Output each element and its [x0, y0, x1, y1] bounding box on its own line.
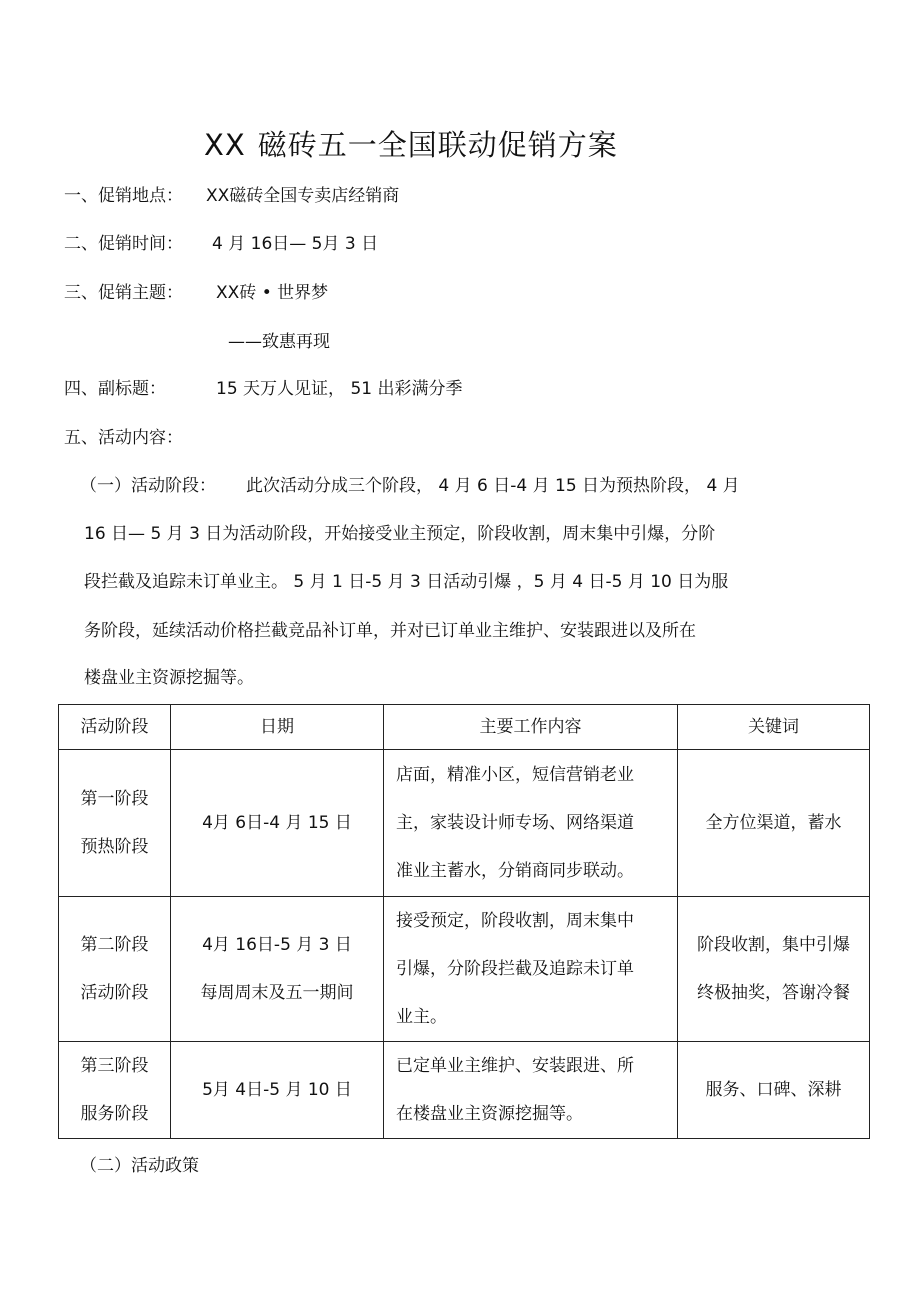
work-line: 店面，精准小区，短信营销老业	[396, 765, 634, 785]
table-row	[59, 750, 870, 897]
stage-type: 活动阶段	[80, 983, 149, 1003]
title-brand: XX	[204, 128, 246, 162]
date-text: 每周周末及五一期间	[200, 983, 354, 1003]
location-label: 一、促销地点：	[64, 186, 183, 206]
stage-table	[58, 704, 870, 1139]
date-cell	[171, 750, 384, 897]
subtitle-value: 15 天万人见证， 51 出彩满分季	[216, 379, 463, 399]
work-line: 已定单业主维护、安装跟进、所	[396, 1056, 634, 1076]
stage-type: 预热阶段	[80, 837, 149, 857]
stage-name: 第二阶段	[80, 935, 149, 955]
stage-paragraph-line: 务阶段，延续活动价格拦截竞品补订单，并对已订单业主维护、安装跟进以及所在	[84, 621, 696, 641]
work-line: 业主。	[396, 1007, 447, 1027]
table-row	[59, 1042, 870, 1139]
date-cell	[171, 1042, 384, 1139]
theme-label: 三、促销主题：	[64, 283, 183, 303]
stage-name: 第一阶段	[80, 789, 149, 809]
date-cell	[171, 897, 384, 1042]
stage-type: 服务阶段	[80, 1104, 149, 1124]
date-text: 4月 16日-5 月 3 日	[202, 935, 352, 955]
keyword-cell	[678, 750, 870, 897]
keyword-text: 全方位渠道，蓄水	[705, 813, 842, 833]
work-line: 主，家装设计师专场、网络渠道	[396, 813, 634, 833]
stage-heading: （一）活动阶段：	[80, 476, 216, 496]
work-line: 在楼盘业主资源挖掘等。	[396, 1104, 583, 1124]
keyword-text: 服务、口碑、深耕	[705, 1080, 842, 1100]
stage-paragraph-line: 段拦截及追踪未订单业主。 5 月 1 日-5 月 3 日活动引爆 ，5 月 4 日-5 月 10 日为服	[84, 572, 729, 592]
stage-paragraph-line: 16 日— 5 月 3 日为活动阶段，开始接受业主预定，阶段收割，周末集中引爆，分阶	[84, 524, 716, 544]
location-value: XX磁砖全国专卖店经销商	[206, 186, 400, 206]
stage-paragraph-line: 楼盘业主资源挖掘等。	[84, 668, 254, 688]
policy-heading: （二）活动政策	[80, 1156, 199, 1176]
page-title	[204, 128, 618, 162]
stage-name: 第三阶段	[80, 1056, 149, 1076]
table-row	[59, 897, 870, 1042]
time-value: 4 月 16日— 5月 3 日	[212, 234, 379, 254]
work-line: 引爆，分阶段拦截及追踪未订单	[396, 959, 634, 979]
subtitle-label: 四、副标题：	[64, 379, 166, 399]
table-header-cell: 关键词	[678, 705, 870, 750]
work-line: 接受预定，阶段收割，周末集中	[396, 911, 634, 931]
date-text: 4月 6日-4 月 15 日	[202, 813, 352, 833]
table-header-cell: 活动阶段	[59, 705, 171, 750]
theme-value: XX砖 • 世界梦	[216, 283, 329, 303]
stage-cell	[59, 750, 171, 897]
stage-cell	[59, 897, 171, 1042]
work-cell	[384, 897, 678, 1042]
work-cell	[384, 1042, 678, 1139]
work-line: 准业主蓄水，分销商同步联动。	[396, 861, 634, 881]
work-cell	[384, 750, 678, 897]
keyword-text: 阶段收割，集中引爆	[697, 935, 850, 955]
keyword-text: 终极抽奖，答谢冷餐	[697, 983, 850, 1003]
content-label: 五、活动内容：	[64, 428, 183, 448]
table-header-cell: 主要工作内容	[384, 705, 678, 750]
stage-cell	[59, 1042, 171, 1139]
keyword-cell	[678, 897, 870, 1042]
date-text: 5月 4日-5 月 10 日	[202, 1080, 352, 1100]
keyword-cell	[678, 1042, 870, 1139]
title-text: 磁砖五一全国联动促销方案	[257, 128, 618, 162]
theme-subline: ——致惠再现	[228, 332, 330, 352]
stage-paragraph-line: 此次活动分成三个阶段， 4 月 6 日-4 月 15 日为预热阶段， 4 月	[246, 476, 740, 496]
table-header-row	[59, 705, 870, 750]
table-header-cell: 日期	[171, 705, 384, 750]
time-label: 二、促销时间：	[64, 234, 183, 254]
